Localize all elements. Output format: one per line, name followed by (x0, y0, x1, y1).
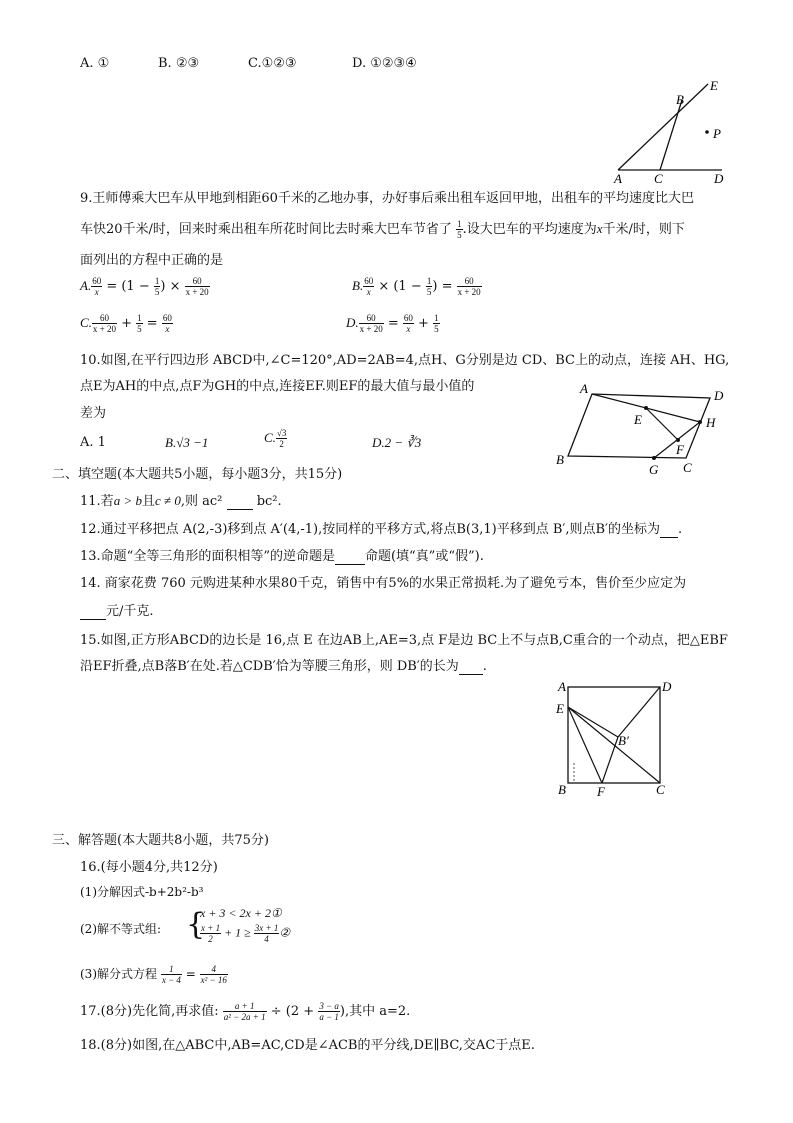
segment-EC (568, 707, 660, 783)
label-C: C (654, 171, 663, 184)
q8-angle-figure (600, 72, 740, 184)
q13-answer-blank[interactable] (335, 549, 365, 565)
q9-line1: 9.王师傅乘大巴车从甲地到相距60千米的乙地办事，办好事后乘出租车返回甲地，出租车的平均速度比大巴 (80, 191, 694, 206)
label-Bprime: B′ (618, 733, 629, 748)
q9-option-a: A. $\frac{60}{x}$ = (1 − $\frac{1}{5}$ ) × $\frac{60}{x + 20}$ (80, 276, 209, 297)
q8-option-c: C.①②③ (248, 56, 297, 71)
q16-part1: (1)分解因式-b+2b²-b³ (80, 885, 204, 899)
point-H (698, 420, 702, 424)
label-E: E (710, 78, 718, 93)
q9-option-b: B. $\frac{60}{x}$ × (1 − $\frac{1}{5}$ ) = $\frac{60}{x + 20}$ (352, 276, 481, 297)
section2-heading: 二、填空题(本大题共5小题，每小题3分，共15分) (52, 467, 343, 482)
label-F: F (676, 442, 684, 457)
label-B: B (558, 782, 566, 797)
q17: 17.(8分)先化简,再求值: $\frac{a + 1}{\text{a² − 2a + 1}}$ ÷ (2 + $\frac{3 - a}{a - 1}$ ),其中 a=2. (80, 1001, 411, 1022)
q15-answer-blank[interactable] (459, 659, 483, 675)
q9-option-d: D. $\frac{60}{x + 20}$ = $\frac{60}{x}$ + $\frac{1}{5}$ (346, 313, 439, 334)
point-G (652, 456, 656, 460)
q15-line2: 沿EF折叠,点B落B′在处.若△CDB′恰为等腰三角形，则 DB′的长为 . (80, 659, 487, 674)
label-P: P (713, 126, 721, 141)
segment-EF (646, 408, 678, 440)
label-E: E (634, 412, 642, 427)
q8-option-b: B. ②③ (158, 56, 200, 71)
q11-answer-blank[interactable] (227, 494, 253, 510)
q9-line2: 车快20千米/时，回来时乘出租车所花时间比去时乘大巴车节省了 $\frac{1}{5}$ .设大巴车的平均速度为x千米/时，则下 (80, 219, 685, 240)
q10-option-a: A. 1 (80, 435, 106, 450)
label-A: A (580, 381, 588, 396)
q16-part2-label: (2)解不等式组: (80, 922, 162, 936)
label-B: B (556, 452, 564, 467)
q11: 11.若a > b且c ≠ 0,则 ac² bc². (80, 493, 282, 509)
label-E: E (556, 701, 564, 716)
ray-AE (618, 84, 708, 170)
segment-BC (660, 100, 682, 170)
label-F: F (597, 784, 605, 799)
label-D: D (662, 679, 672, 694)
inequality-1: x + 3 < 2x + 2① (200, 906, 282, 920)
q14-line2: 元/千克. (80, 600, 154, 620)
q14-answer-blank[interactable] (80, 604, 106, 620)
q12-answer-blank[interactable] (660, 522, 678, 538)
q8-option-d: D. ①②③④ (352, 56, 417, 71)
segment-FBp (602, 737, 618, 783)
label-C: C (683, 460, 692, 475)
label-D: D (714, 388, 724, 403)
q10-line2: 点E为AH的中点,点F为GH的中点,连接EF.则EF的最大值与最小值的 (80, 379, 475, 394)
q9-line3: 面列出的方程中正确的是 (80, 253, 224, 268)
segment-EF (568, 707, 602, 783)
q10-option-c: C. $\frac{√3}{2}$ (264, 428, 287, 449)
q18: 18.(8分)如图,在△ABC中,AB=AC,CD是∠ACB的平分线,DE∥BC,交AC于点E. (80, 1038, 535, 1053)
brace: { (186, 907, 206, 942)
label-C: C (656, 782, 665, 797)
segment-DBp (618, 687, 660, 737)
q16-part3: (3)解分式方程 $\frac{1}{x - 4}$ = $\frac{4}{\text{x² − 16}}$ (80, 964, 227, 985)
point-P (705, 130, 709, 134)
label-G: G (649, 462, 659, 477)
label-D: D (714, 171, 724, 184)
label-A: A (558, 679, 566, 694)
point-E (644, 406, 648, 410)
q10-option-d: D.2 − ∛3 (372, 435, 422, 450)
q8-option-a: A. ① (80, 56, 110, 71)
q15-line1: 15.如图,正方形ABCD的边长是 16,点 E 在边AB上,AE=3,点 F是边 BC上不与点B,C重合的一个动点，把△EBF (80, 633, 728, 648)
label-H: H (706, 415, 716, 430)
segment-EBp (568, 707, 618, 737)
q13: 13.命题“全等三角形的面积相等”的逆命题是 命题(填“真”或“假”). (80, 549, 484, 564)
q12: 12.通过平移把点 A(2,-3)移到点 A′(4,-1),按同样的平移方式,将点B(3,1)平移到点 B′,则点B′的坐标为 . (80, 522, 683, 537)
q10-line3: 差为 (80, 406, 107, 421)
q15-square-figure (552, 677, 682, 799)
inequality-2: $\frac{x + 1}{2}$ + 1 ≥ $\frac{3x + 1}{4}$ ② (201, 923, 291, 944)
label-A: A (614, 171, 622, 184)
fraction-one-fifth: $\frac{1}{5}$ (457, 219, 462, 240)
q10-parallelogram-figure (550, 380, 740, 480)
q9-option-c: C. $\frac{60}{x + 20}$ + $\frac{1}{5}$ = $\frac{60}{x}$ (80, 313, 172, 334)
q10-line1: 10.如图,在平行四边形 ABCD中,∠C=120°,AD=2AB=4,点H、G分别是边 CD、BC上的动点，连接 AH、HG, (80, 353, 730, 368)
q14-line1: 14. 商家花费 760 元购进某种水果80千克，销售中有5%的水果正常损耗.为了避免亏本，售价至少应定为 (80, 576, 687, 591)
q16-title: 16.(每小题4分,共12分) (80, 860, 218, 875)
section3-heading: 三、解答题(本大题共8小题，共75分) (52, 833, 269, 848)
label-B: B (676, 92, 684, 107)
q10-option-b: B.√3 −1 (165, 435, 209, 450)
